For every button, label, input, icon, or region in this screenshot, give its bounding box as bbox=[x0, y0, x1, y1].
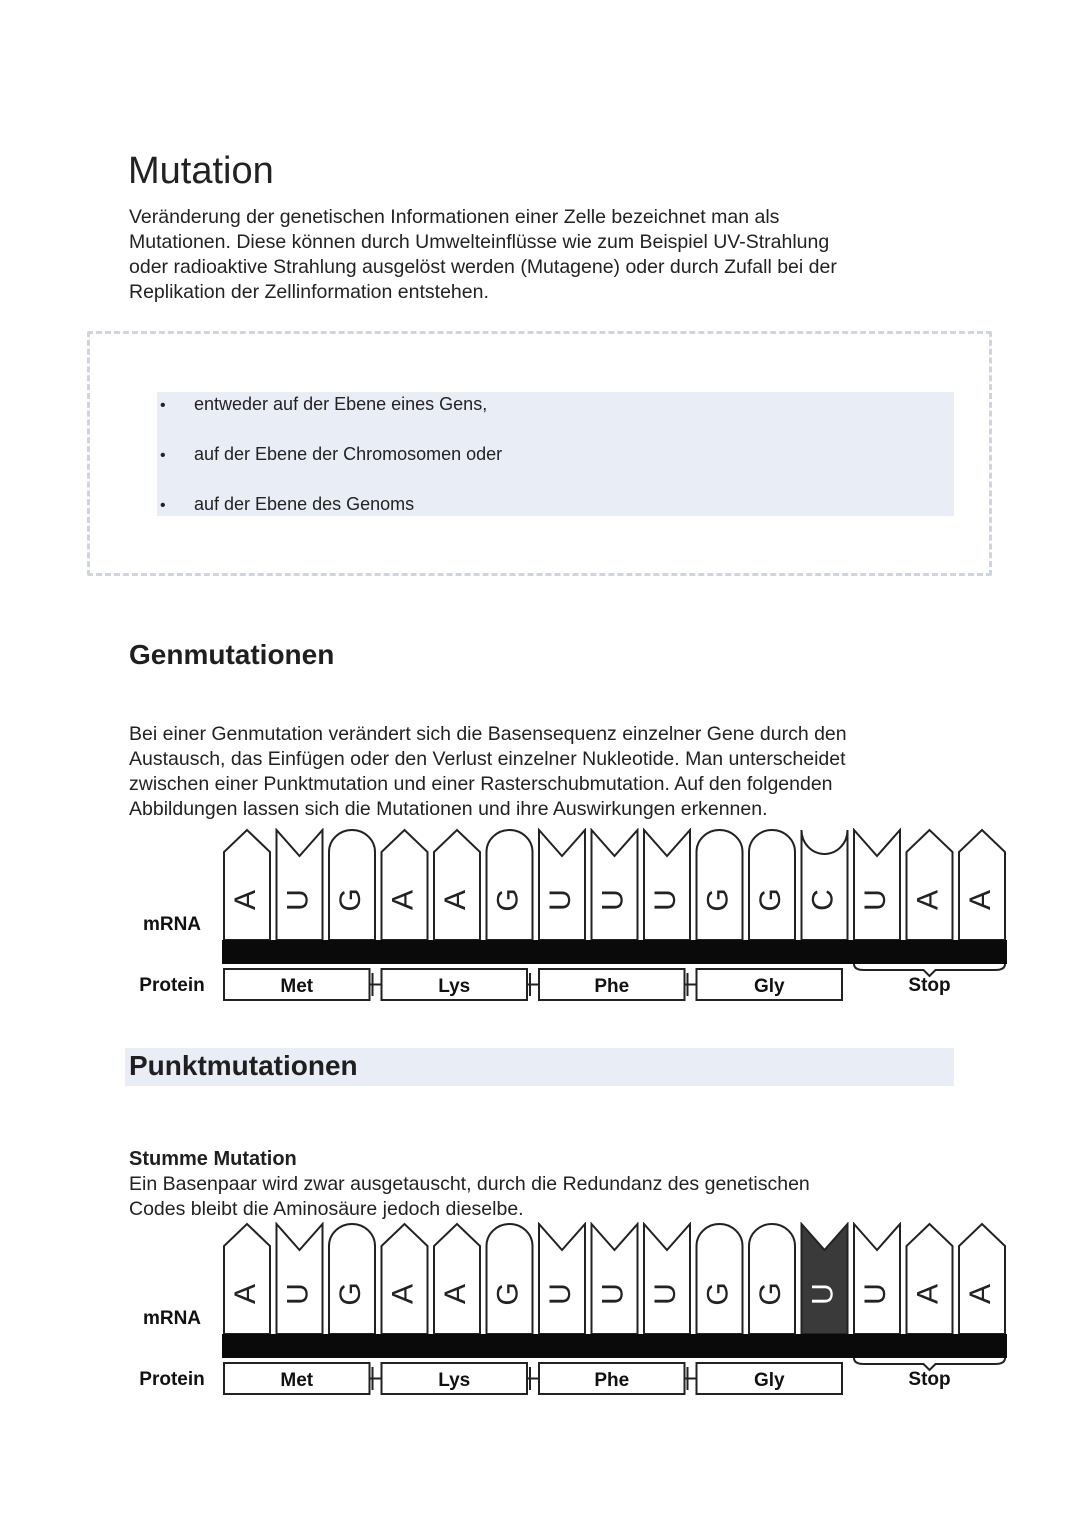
nucleotide-letter: A bbox=[963, 1283, 997, 1305]
nucleotide-letter: G bbox=[701, 1282, 735, 1306]
nucleotide-letter: A bbox=[228, 1283, 262, 1305]
nucleotide-letter: U bbox=[543, 1283, 577, 1305]
nucleotide-letter: U bbox=[858, 1283, 892, 1305]
nucleotide-tile bbox=[644, 830, 690, 940]
nucleotide-letter: A bbox=[386, 1283, 420, 1305]
nucleotide-letter: A bbox=[386, 889, 420, 911]
level-item-text: auf der Ebene der Chromosomen oder bbox=[194, 444, 503, 464]
nucleotide-tile bbox=[224, 830, 270, 940]
level-list-item bbox=[160, 394, 487, 415]
nucleotide-letter: U bbox=[596, 889, 630, 911]
nucleotide-tile bbox=[644, 1224, 690, 1334]
mrna-backbone bbox=[222, 1334, 1007, 1358]
protein-label: Protein bbox=[139, 1369, 205, 1390]
bullet-marker: • bbox=[160, 497, 166, 514]
nucleotide-tile bbox=[329, 1224, 375, 1334]
amino-acid-label: Met bbox=[280, 1370, 314, 1391]
intro-line: Mutationen. Diese können durch Umwelteinflüsse wie zum Beispiel UV-Strahlung bbox=[129, 231, 830, 253]
amino-acid-label: Met bbox=[280, 976, 314, 997]
section-heading-genmutationen: Genmutationen bbox=[129, 639, 335, 670]
amino-acid-label: Lys bbox=[438, 976, 471, 997]
genmutationen-paragraph bbox=[129, 722, 929, 822]
nucleotide-tile bbox=[382, 830, 428, 940]
nucleotide-letter: U bbox=[596, 1283, 630, 1305]
amino-acid-label: Phe bbox=[594, 976, 630, 997]
nucleotide-tile bbox=[749, 1224, 795, 1334]
nucleotide-tile bbox=[907, 830, 953, 940]
nucleotide-letter: U bbox=[543, 889, 577, 911]
section-heading-punktmutationen: Punktmutationen bbox=[129, 1050, 358, 1081]
nucleotide-letter: U bbox=[281, 1283, 315, 1305]
nucleotide-letter: G bbox=[491, 1282, 525, 1306]
amino-acid-label: Phe bbox=[594, 1370, 630, 1391]
bullet-marker: • bbox=[160, 447, 166, 464]
nucleotide-letter: A bbox=[228, 889, 262, 911]
nucleotide-tile bbox=[592, 1224, 638, 1334]
nucleotide-tile bbox=[592, 830, 638, 940]
level-item-text: auf der Ebene des Genoms bbox=[194, 494, 415, 514]
amino-acid-label: Gly bbox=[753, 1370, 785, 1391]
nucleotide-tile bbox=[434, 1224, 480, 1334]
nucleotide-tile bbox=[539, 830, 585, 940]
nucleotide-tile bbox=[959, 830, 1005, 940]
nucleotide-tile bbox=[487, 1224, 533, 1334]
nucleotide-tile bbox=[802, 1224, 848, 1334]
nucleotide-letter: G bbox=[333, 1282, 367, 1306]
nucleotide-letter: G bbox=[491, 888, 525, 912]
subheading-stumme-mutation: Stumme Mutation bbox=[129, 1148, 297, 1170]
nucleotide-letter: U bbox=[858, 889, 892, 911]
nucleotide-tile bbox=[854, 830, 900, 940]
stumme-line: Codes bleibt die Aminosäure jedoch dieselbe. bbox=[129, 1198, 524, 1220]
nucleotide-letter: G bbox=[753, 1282, 787, 1306]
nucleotide-tile bbox=[907, 1224, 953, 1334]
stumme-mutation-paragraph bbox=[129, 1172, 929, 1222]
nucleotide-letter: A bbox=[438, 1283, 472, 1305]
nucleotide-tile bbox=[224, 1224, 270, 1334]
stop-label: Stop bbox=[908, 975, 951, 996]
genmut-line: zwischen einer Punktmutation und einer Rasterschubmutation. Auf den folgenden bbox=[129, 773, 833, 795]
level-item-text: entweder auf der Ebene eines Gens, bbox=[194, 394, 488, 414]
stumme-line: Ein Basenpaar wird zwar ausgetauscht, durch die Redundanz des genetischen bbox=[129, 1173, 810, 1195]
nucleotide-letter: U bbox=[281, 889, 315, 911]
amino-acid-label: Gly bbox=[753, 976, 785, 997]
nucleotide-letter: U bbox=[648, 1283, 682, 1305]
nucleotide-letter: U bbox=[806, 1283, 840, 1305]
nucleotide-tile bbox=[802, 830, 848, 940]
intro-line: Replikation der Zellinformation entstehen. bbox=[129, 281, 489, 303]
nucleotide-tile bbox=[277, 1224, 323, 1334]
mrna-label: mRNA bbox=[142, 914, 202, 935]
nucleotide-tile bbox=[539, 1224, 585, 1334]
nucleotide-tile bbox=[749, 830, 795, 940]
nucleotide-letter: A bbox=[911, 889, 945, 911]
nucleotide-letter: A bbox=[911, 1283, 945, 1305]
nucleotide-tile bbox=[697, 830, 743, 940]
genmut-line: Abbildungen lassen sich die Mutationen und ihre Auswirkungen erkennen. bbox=[129, 798, 768, 820]
mrna-backbone bbox=[222, 940, 1007, 964]
mrna-protein-diagram-original bbox=[130, 828, 1010, 1008]
mrna-protein-diagram-silent-mutation bbox=[130, 1222, 1010, 1402]
genmut-line: Bei einer Genmutation verändert sich die Basensequenz einzelner Gene durch den bbox=[129, 723, 847, 745]
nucleotide-letter: A bbox=[963, 889, 997, 911]
nucleotide-tile bbox=[487, 830, 533, 940]
nucleotide-tile bbox=[959, 1224, 1005, 1334]
nucleotide-letter: U bbox=[648, 889, 682, 911]
nucleotide-letter: G bbox=[333, 888, 367, 912]
nucleotide-tile bbox=[329, 830, 375, 940]
amino-acid-label: Lys bbox=[438, 1370, 471, 1391]
genmut-line: Austausch, das Einfügen oder den Verlust einzelner Nukleotide. Man unterscheidet bbox=[129, 748, 846, 770]
intro-line: Veränderung der genetischen Informationen einer Zelle bezeichnet man als bbox=[129, 206, 780, 228]
nucleotide-tile bbox=[854, 1224, 900, 1334]
nucleotide-letter: C bbox=[806, 889, 840, 911]
mrna-label: mRNA bbox=[142, 1308, 202, 1329]
protein-label: Protein bbox=[139, 975, 205, 996]
page-title: Mutation bbox=[128, 150, 274, 192]
intro-paragraph bbox=[129, 205, 929, 305]
nucleotide-tile bbox=[697, 1224, 743, 1334]
nucleotide-letter: A bbox=[438, 889, 472, 911]
nucleotide-tile bbox=[382, 1224, 428, 1334]
stop-label: Stop bbox=[908, 1369, 951, 1390]
level-list-item bbox=[160, 444, 502, 465]
level-list-item bbox=[160, 494, 414, 515]
intro-line: oder radioaktive Strahlung ausgelöst werden (Mutagene) oder durch Zufall bei der bbox=[129, 256, 837, 278]
nucleotide-letter: G bbox=[701, 888, 735, 912]
bullet-marker: • bbox=[160, 397, 166, 414]
nucleotide-letter: G bbox=[753, 888, 787, 912]
nucleotide-tile bbox=[434, 830, 480, 940]
nucleotide-tile bbox=[277, 830, 323, 940]
